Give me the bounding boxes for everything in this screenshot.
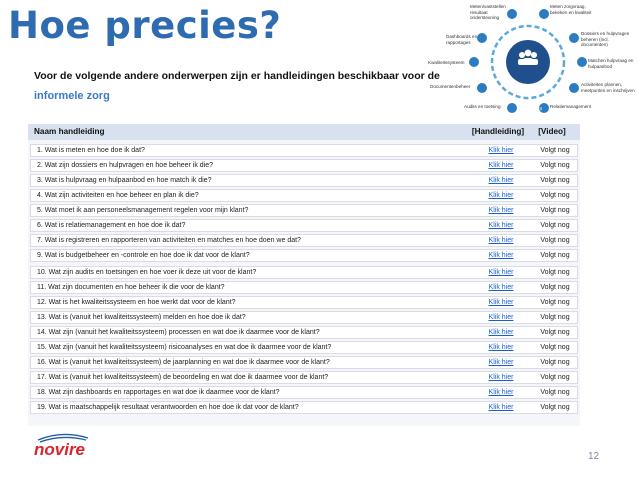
video-status: Volgt nog [540,359,570,366]
manual-title: 16. Wat is (vanuit het kwaliteitssysteem) de jaarplanning en wat doe ik daarmee voor de klant? [37,359,330,366]
manual-title: 1. Wat is meten en hoe doe ik dat? [37,147,145,154]
manual-link[interactable]: Klik hier [488,299,514,306]
video-status: Volgt nog [540,252,570,259]
diagram-center-label: Klant [531,106,542,111]
table-row [30,234,578,247]
manual-link[interactable]: Klik hier [488,389,514,396]
manual-link[interactable]: Klik hier [488,252,514,259]
table-row [30,401,578,414]
video-status: Volgt nog [540,192,570,199]
table-header [28,124,580,140]
header-name: Naam handleiding [34,127,105,136]
table-row [30,219,578,232]
manual-title: 6. Wat is relatiemanagement en hoe doe ik dat? [37,222,186,229]
manual-title: 15. Wat zijn (vanuit het kwaliteitssysteem) risicoanalyses en wat doe ik daarmee voor de klant? [37,344,332,351]
video-status: Volgt nog [540,222,570,229]
table-row [30,159,578,172]
manual-title: 13. Wat is (vanuit het kwaliteitssysteem) melden en hoe doe ik dat? [37,314,246,321]
diagram-label: Dashboards en rapportages [446,34,478,45]
manual-title: 14. Wat zijn (vanuit het kwaliteitssysteem) processen en wat doe ik daarmee voor de klant? [37,329,320,336]
table-row [30,296,578,309]
video-status: Volgt nog [540,389,570,396]
manual-link[interactable]: Klik hier [488,314,514,321]
table-row [30,266,578,279]
page-title: Hoe precies? [8,4,282,47]
table-row [30,281,578,294]
manual-title: 3. Wat is hulpvraag en hulpaanbod en hoe match ik die? [37,177,212,184]
page-number: 12 [588,451,600,462]
diagram-label: Dossiers en hulpvragen beheren (incl. documenten) [581,31,630,47]
video-status: Volgt nog [540,299,570,306]
video-status: Volgt nog [540,237,570,244]
manual-title: 11. Wat zijn documenten en hoe beheer ik die voor de klant? [37,284,225,291]
video-status: Volgt nog [540,147,570,154]
subtitle-topic: informele zorg [34,90,110,102]
diagram-label: Kwaliteitssysteem [428,60,465,65]
video-status: Volgt nog [540,162,570,169]
manual-title: 17. Wat is (vanuit het kwaliteitssysteem) de beoordeling en wat doe ik daarmee voor de klant? [37,374,329,381]
table-row [30,204,578,217]
manual-link[interactable]: Klik hier [488,237,514,244]
video-status: Volgt nog [540,284,570,291]
diagram-label: Meten/vaststellen resultaat ondersteuning [470,4,506,20]
video-status: Volgt nog [540,329,570,336]
table-row [30,311,578,324]
manual-link[interactable]: Klik hier [488,269,514,276]
video-status: Volgt nog [540,404,570,411]
diagram-label: Meten zorgvraag, bekeken en kwaliteit [550,4,592,15]
manual-link[interactable]: Klik hier [488,344,514,351]
video-status: Volgt nog [540,374,570,381]
diagram-label: Audits en toetsing [464,104,501,109]
manual-link[interactable]: Klik hier [488,404,514,411]
diagram-label: Activiteiten plannen, meetpunten en inschrijven [581,82,635,93]
manual-link[interactable]: Klik hier [488,374,514,381]
manual-title: 9. Wat is budgetbeheer en -controle en hoe doe ik dat voor de klant? [37,252,250,259]
manual-title: 4. Wat zijn activiteiten en hoe beheer en plan ik die? [37,192,199,199]
manuals-table [28,124,580,426]
subtitle: Voor de volgende andere onderwerpen zijn er handleidingen beschikbaar voor de [34,70,440,82]
manual-title: 2. Wat zijn dossiers en hulpvragen en hoe beheer ik die? [37,162,214,169]
manual-link[interactable]: Klik hier [488,207,514,214]
table-row [30,326,578,339]
table-row [30,144,578,157]
manual-title: 5. Wat moet ik aan personeelsmanagement regelen voor mijn klant? [37,207,249,214]
table-row [30,249,578,262]
header-video: [Video] [538,127,566,136]
process-diagram [420,0,638,118]
video-status: Volgt nog [540,344,570,351]
diagram-label: Matchen hulpvraag en hulpaanbod [588,58,634,69]
logo-text: novire [34,440,86,458]
manual-link[interactable]: Klik hier [488,177,514,184]
manual-link[interactable]: Klik hier [488,192,514,199]
table-row [30,189,578,202]
manual-link[interactable]: Klik hier [488,222,514,229]
manual-link[interactable]: Klik hier [488,329,514,336]
manual-link[interactable]: Klik hier [488,147,514,154]
video-status: Volgt nog [540,269,570,276]
table-row [30,341,578,354]
video-status: Volgt nog [540,314,570,321]
manual-title: 19. Wat is maatschappelijk resultaat verantwoorden en hoe doe ik dat voor de klant? [37,404,299,411]
diagram-label: Documentenbeheer [430,84,471,89]
manual-title: 10. Wat zijn audits en toetsingen en hoe voer ik deze uit voor de klant? [37,269,257,276]
manual-link[interactable]: Klik hier [488,162,514,169]
manual-title: 12. Wat is het kwaliteitssysteem en hoe werkt dat voor de klant? [37,299,236,306]
manual-title: 7. Wat is registreren en rapporteren van activiteiten en matches en hoe doen we dat? [37,237,301,244]
table-row [30,371,578,384]
table-row [30,174,578,187]
table-row [30,356,578,369]
diagram-label: Relatiemanagement [550,104,592,109]
manual-link[interactable]: Klik hier [488,284,514,291]
video-status: Volgt nog [540,177,570,184]
video-status: Volgt nog [540,207,570,214]
manual-title: 18. Wat zijn dashboards en rapportages en wat doe ik daarmee voor de klant? [37,389,280,396]
novire-logo [32,432,112,458]
header-manual: [Handleiding] [471,127,525,136]
table-row [30,386,578,399]
manual-link[interactable]: Klik hier [488,359,514,366]
